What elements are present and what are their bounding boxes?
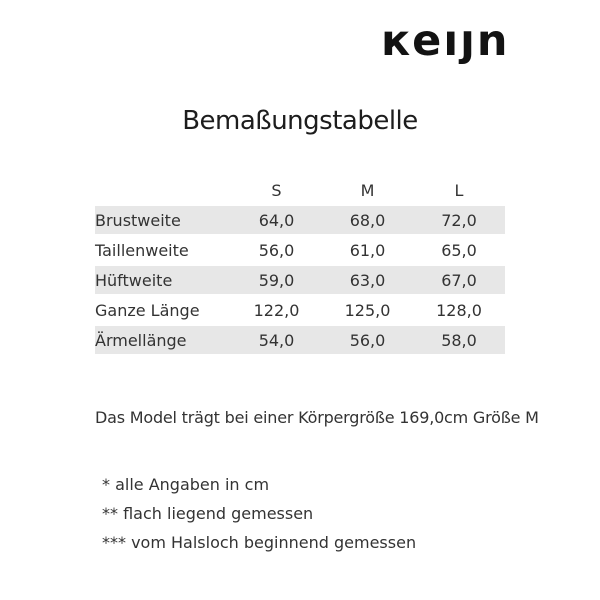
- table-header-row: [95, 176, 505, 204]
- value-m: 61,0: [349, 240, 386, 260]
- column-header-l: L: [454, 180, 464, 200]
- table-row-hueftweite: [95, 266, 505, 294]
- value-s: 64,0: [258, 210, 295, 230]
- value-s: 122,0: [253, 300, 300, 320]
- table-row-aermellaenge: [95, 326, 505, 354]
- value-s: 59,0: [258, 270, 295, 290]
- value-m: 56,0: [349, 330, 386, 350]
- value-l: 128,0: [436, 300, 482, 320]
- column-header-m: M: [360, 180, 375, 200]
- table-row-taillenweite: [95, 236, 505, 264]
- value-m: 125,0: [344, 300, 391, 320]
- row-label: Ganze Länge: [95, 300, 200, 320]
- value-l: 65,0: [441, 240, 477, 260]
- value-m: 68,0: [349, 210, 386, 230]
- footnote-neckhole-measured: *** vom Halsloch beginnend gemessen: [102, 533, 417, 552]
- column-header-s: S: [271, 180, 282, 200]
- size-table: [95, 174, 505, 356]
- value-s: 54,0: [258, 330, 295, 350]
- value-l: 72,0: [441, 210, 477, 230]
- model-size-note: Das Model trägt bei einer Körpergröße 169,0cm Größe M: [95, 408, 539, 427]
- row-label: Ärmellänge: [95, 330, 187, 350]
- value-m: 63,0: [349, 270, 386, 290]
- row-label: Hüftweite: [95, 270, 173, 290]
- value-s: 56,0: [258, 240, 295, 260]
- footnotes: [102, 470, 416, 557]
- footnote-flat-measured: ** flach liegend gemessen: [102, 504, 314, 523]
- value-l: 67,0: [441, 270, 477, 290]
- row-label: Taillenweite: [95, 240, 189, 260]
- page-title: Bemaßungstabelle: [182, 106, 418, 136]
- table-header-empty: [95, 176, 231, 204]
- table-row-brustweite: [95, 206, 505, 234]
- row-label: Brustweite: [95, 210, 181, 230]
- table-row-ganze-laenge: [95, 296, 505, 324]
- footnote-units: * alle Angaben in cm: [102, 475, 270, 494]
- brand-logo: кeıȷn: [381, 16, 510, 66]
- value-l: 58,0: [441, 330, 477, 350]
